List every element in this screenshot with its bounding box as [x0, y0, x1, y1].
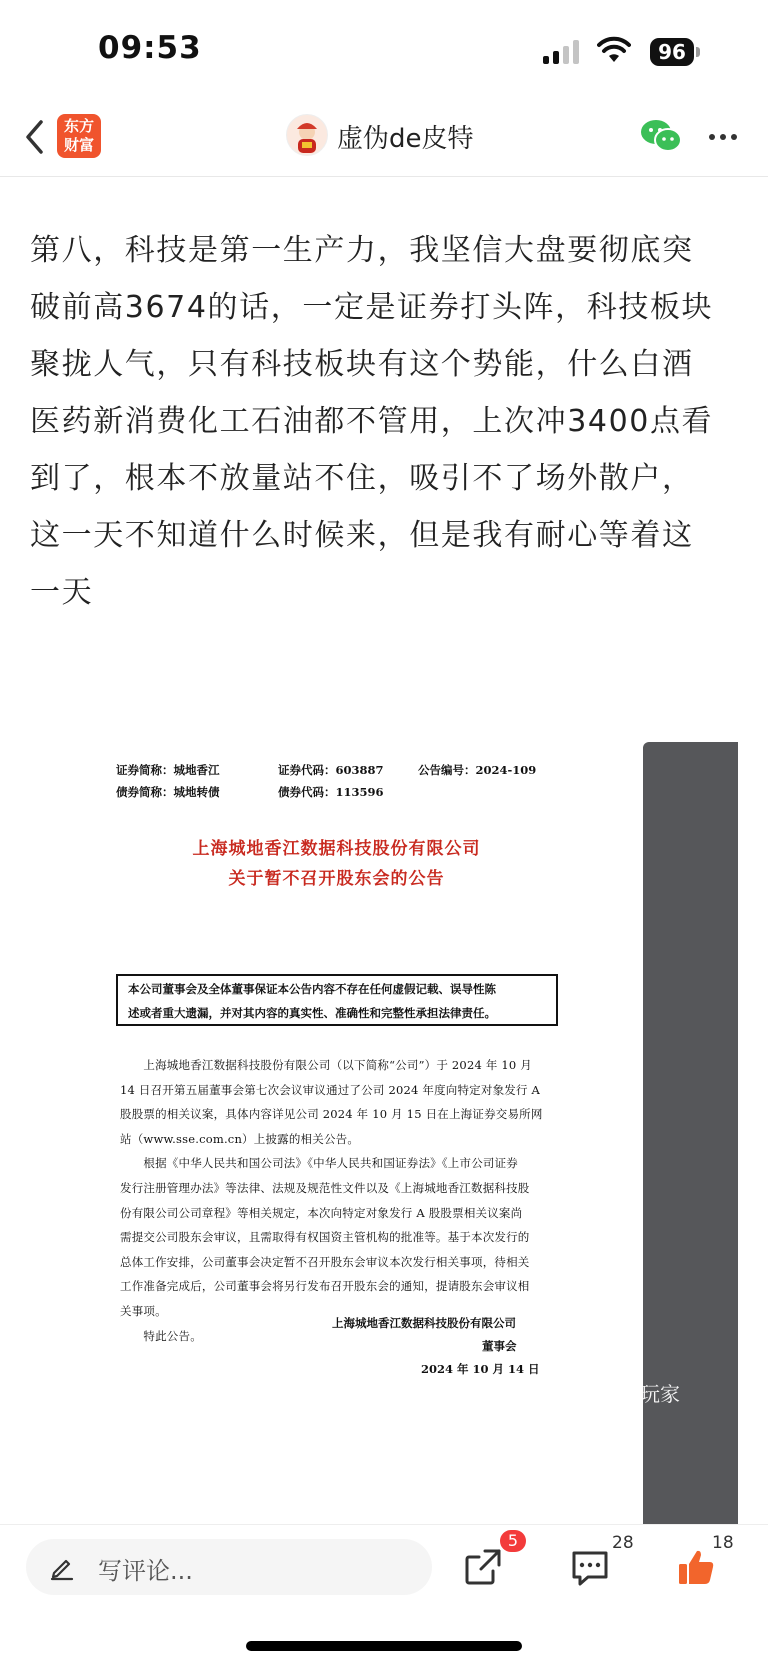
signature-date: 2024 年 10 月 14 日 [421, 1362, 540, 1376]
announcement-subject-title: 关于暂不召开股东会的公告 [228, 869, 445, 889]
back-arrow-icon[interactable] [22, 118, 48, 156]
signature-company: 上海城地香江数据科技股份有限公司 [332, 1316, 516, 1330]
pencil-icon [48, 1553, 76, 1581]
comment-icon[interactable] [570, 1547, 610, 1587]
disclaimer-box: 本公司董事会及全体董事保证本公告内容不存在任何虚假记载、误导性陈 述或者重大遗漏，并对其内容的真实性、准确性和完整性承担法律责任。 [116, 974, 558, 1026]
wechat-icon[interactable] [640, 118, 682, 154]
notice-number: 公告编号：2024-109 [418, 763, 537, 777]
logo-text-top: 东方 [63, 117, 94, 135]
image-watermark [514, 1378, 680, 1407]
comment-placeholder: 写评论... [98, 1557, 193, 1585]
announcement-body: 上海城地香江数据科技股份有限公司（以下简称“公司”）于 2024 年 10 月 14 日召开第五届董事会第七次会议审议通过了公司 2024 年度向特定对象发行 A 股股票的相关议案，具体内容详见公司 2024 年 10 月 15 日在上海证券交易所网 站（www.sse.com.cn）上披露的相关公告。 根据《中华人民共和国公司法》《中华人民共和国证券法》《上市公司证券 发行注册管理办法》等法律、法规及规范性文件以及《上海城地香江数据科技股 份有限公司公司章程》等相关规定，本次向特定对象发行 A 股股票相关议案尚 需提交公司股东会审议，且需取得有权国资主管机构的批准等。基于本次发行的 总体工作安排，公司董事会决定暂不召开股东会审议本次发行相关事项，待相关 工作准备完成后，公司董事会将另行发布召开股东会的通知，提请股东会审议相 关事项。 特此公告。 [120, 1058, 543, 1343]
share-icon[interactable] [463, 1547, 503, 1587]
wifi-icon [597, 36, 631, 64]
author-name[interactable]: 虚伪de皮特 [337, 124, 474, 154]
bond-code: 债券代码：113596 [278, 785, 384, 799]
status-bar [0, 0, 768, 100]
battery-level: 96 [650, 38, 694, 66]
avatar-figure-icon [287, 115, 327, 155]
announcement-document [30, 742, 643, 1528]
nav-bar [0, 100, 768, 177]
battery-icon [650, 38, 700, 66]
bond-abbr: 债券简称：城地转债 [116, 785, 220, 799]
comment-input[interactable] [26, 1539, 432, 1595]
home-indicator[interactable] [246, 1641, 522, 1651]
signature-board: 董事会 [482, 1339, 517, 1353]
watermark-text: 雪球：逻辑玩家 [540, 1382, 680, 1406]
more-options-icon[interactable] [707, 122, 739, 152]
like-count: 18 [712, 1533, 734, 1553]
avatar[interactable] [286, 114, 328, 156]
logo-text-bottom: 财富 [63, 136, 94, 154]
status-time: 09:53 [98, 30, 202, 66]
comment-count: 28 [612, 1533, 634, 1553]
cellular-signal-icon [543, 40, 583, 64]
post-body-text: 第八，科技是第一生产力，我坚信大盘要彻底突 破前高3674的话，一定是证券打头阵，科技板块 聚拢人气，只有科技板块有这个势能，什么白酒 医药新消费化工石油都不管用，上次冲3400点看 到了，根本不放量站不住，吸引不了场外散户， 这一天不知道什么时候来，但是我有耐心等着这 一天 [30, 233, 714, 610]
announcement-company-title: 上海城地香江数据科技股份有限公司 [192, 839, 481, 859]
stock-abbr: 证券简称：城地香江 [116, 763, 220, 777]
battery-tip [696, 47, 700, 57]
post-image[interactable] [30, 742, 738, 1528]
snowball-logo-icon [514, 1383, 536, 1405]
like-thumb-icon[interactable] [676, 1547, 716, 1587]
image-side-panel [643, 742, 738, 1528]
share-badge: 5 [500, 1530, 526, 1552]
stock-code: 证券代码：603887 [278, 763, 384, 777]
app-logo[interactable] [57, 114, 101, 158]
